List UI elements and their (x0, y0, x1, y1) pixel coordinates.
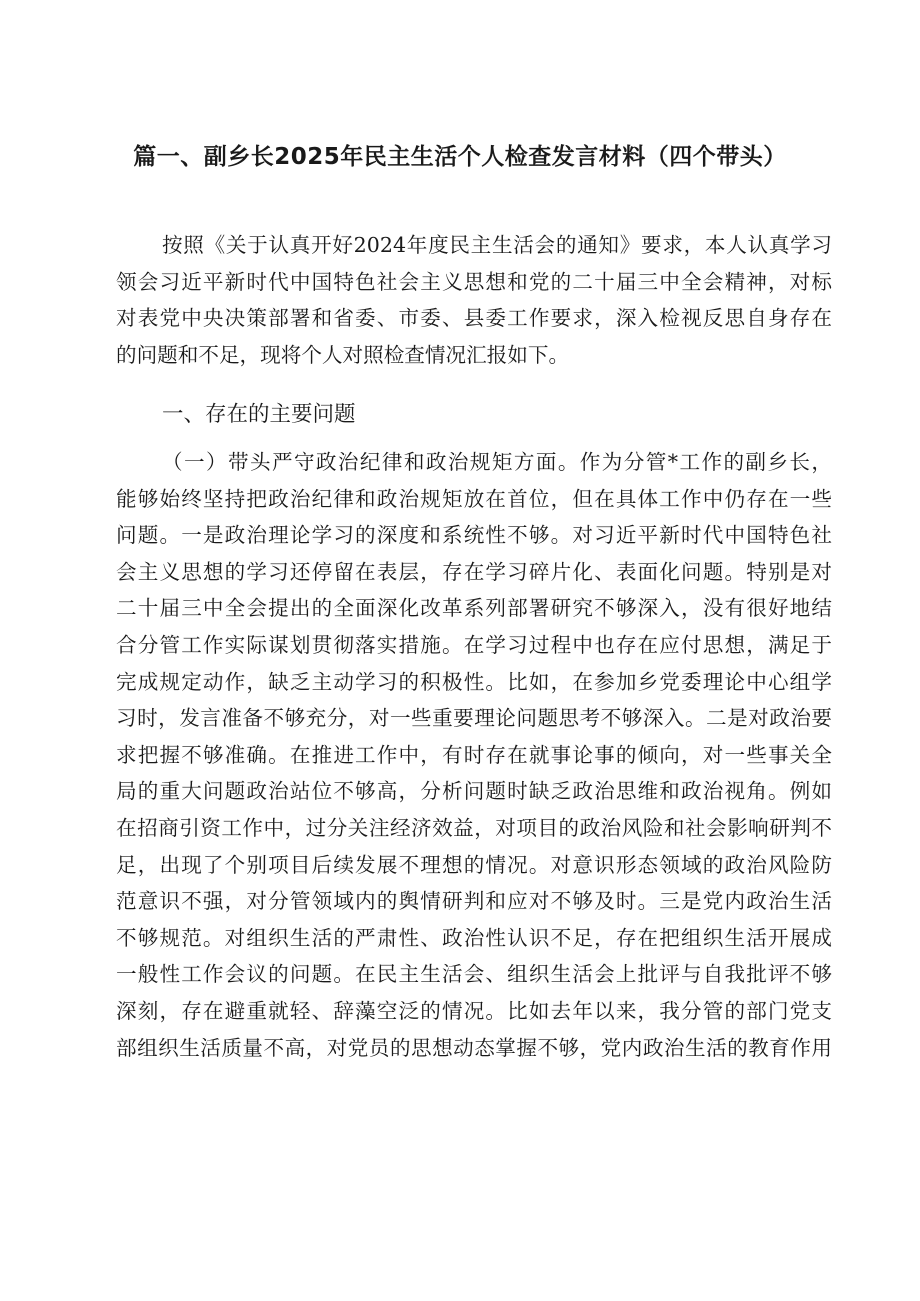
section-heading: 一、存在的主要问题 (162, 402, 356, 427)
section-paragraph (116, 444, 832, 1066)
section-line: 不够规范。对组织生活的严肃性、政治性认识不足，存在把组织生活开展成 (116, 925, 832, 950)
section-line: 习时，发言准备不够充分，对一些重要理论问题思考不够深入。二是对政治要 (116, 706, 832, 731)
section-line: 一般性工作会议的问题。在民主生活会、组织生活会上批评与自我批评不够 (116, 962, 832, 987)
section-line: 局的重大问题政治站位不够高，分析问题时缺乏政治思维和政治视角。例如 (116, 779, 832, 804)
intro-line: 对表党中央决策部署和省委、市委、县委工作要求，深入检视反思自身存在 (116, 306, 832, 331)
intro-paragraph (116, 227, 832, 373)
section-line: 完成规定动作，缺乏主动学习的积极性。比如，在参加乡党委理论中心组学 (116, 669, 832, 694)
section-line: 部组织生活质量不高，对党员的思想动态掌握不够，党内政治生活的教育作用 (116, 1035, 832, 1060)
section-line: 在招商引资工作中，过分关注经济效益，对项目的政治风险和社会影响研判不 (116, 815, 832, 840)
section-line: 问题。一是政治理论学习的深度和系统性不够。对习近平新时代中国特色社 (116, 523, 832, 548)
document-title: 篇一、副乡长2025年民主生活个人检查发言材料（四个带头） (133, 144, 787, 170)
intro-line: 按照《关于认真开好2024年度民主生活会的通知》要求，本人认真学习 (162, 233, 832, 257)
section-line: 足，出现了个别项目后续发展不理想的情况。对意识形态领域的政治风险防 (116, 852, 832, 877)
section-line: 求把握不够准确。在推进工作中，有时存在就事论事的倾向，对一些事关全 (116, 742, 832, 767)
section-line: 会主义思想的学习还停留在表层，存在学习碎片化、表面化问题。特别是对 (116, 559, 832, 584)
intro-line: 领会习近平新时代中国特色社会主义思想和党的二十届三中全会精神，对标 (116, 269, 832, 294)
section-line: 合分管工作实际谋划贯彻落实措施。在学习过程中也存在应付思想，满足于 (116, 632, 832, 657)
section-line: 范意识不强，对分管领域内的舆情研判和应对不够及时。三是党内政治生活 (116, 889, 832, 914)
section-line: 能够始终坚持把政治纪律和政治规矩放在首位，但在具体工作中仍存在一些 (116, 486, 832, 511)
section-line: （一）带头严守政治纪律和政治规矩方面。作为分管*工作的副乡长， (162, 450, 832, 474)
section-line: 二十届三中全会提出的全面深化改革系列部署研究不够深入，没有很好地结 (116, 596, 832, 621)
intro-line: 的问题和不足，现将个人对照检查情况汇报如下。 (116, 342, 570, 367)
section-line: 深刻，存在避重就轻、辞藻空泛的情况。比如去年以来，我分管的部门党支 (116, 998, 832, 1023)
